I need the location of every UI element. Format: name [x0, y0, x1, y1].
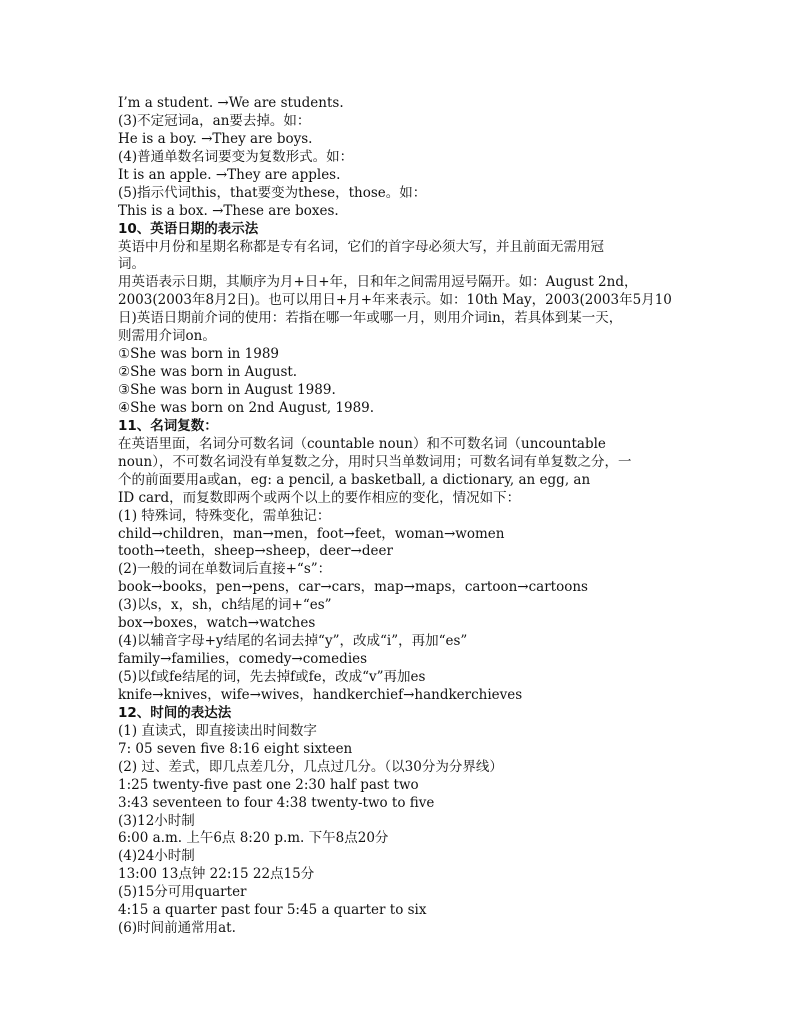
text-line: (5)以f或fe结尾的词，先去掉f或fe，改成“v”再加es: [118, 669, 426, 685]
text-line: This is a box. →These are boxes.: [118, 202, 339, 219]
example-line: tooth→teeth，sheep→sheep，deer→deer: [118, 543, 393, 560]
example-line: child→children，man→men，foot→feet，woman→women: [118, 525, 505, 542]
example-line: ②She was born in August.: [118, 364, 298, 381]
example-line: 13:00 13点钟 22:15 22点15分: [118, 866, 315, 883]
text-line: (2)一般的词在单数词后直接+“s”：: [118, 561, 332, 578]
example-line: book→books，pen→pens，car→cars，map→maps，cartoon→cartoons: [118, 579, 588, 596]
example-line: ④She was born on 2nd August, 1989.: [118, 399, 375, 416]
text-line: (6)时间前通常用at.: [118, 920, 236, 937]
example-line: knife→knives，wife→wives，handkerchief→handkerchieves: [118, 686, 523, 703]
section-heading-dates: 10、英语日期的表示法: [118, 220, 259, 237]
text-line: (1) 直读式，即直接读出时间数字: [118, 722, 317, 739]
text-line: 则需用介词on。: [118, 328, 216, 345]
text-line: It is an apple. →They are apples.: [118, 166, 341, 183]
text-line: (4)普通单数名词要变为复数形式。如：: [118, 148, 354, 165]
section-heading-plurals: 11、名词复数：: [118, 417, 218, 434]
text-line: (1) 特殊词，特殊变化，需单独记：: [118, 507, 331, 524]
example-line: box→boxes，watch→watches: [118, 615, 316, 632]
text-line: 2003(2003年8月2日)。也可以用日+月+年来表示。如：10th May，2003(2003年5月10: [118, 292, 672, 309]
text-line: (5)15分可用quarter: [118, 884, 247, 901]
example-line: 4:15 a quarter past four 5:45 a quarter to six: [118, 902, 427, 919]
document-body: [118, 95, 688, 938]
text-line: (5)指示代词this，that要变为these，those。如：: [118, 184, 427, 201]
text-line: (3)12小时制: [118, 812, 195, 829]
section-heading-time: 12、时间的表达法: [118, 704, 232, 721]
text-line: (3)以s，x，sh，ch结尾的词+“es”: [118, 597, 332, 614]
example-line: ③She was born in August 1989.: [118, 382, 336, 398]
text-line: I’m a student. →We are students.: [118, 95, 344, 111]
example-line: 7: 05 seven five 8:16 eight sixteen: [118, 740, 353, 757]
text-line: (4)24小时制: [118, 848, 195, 865]
text-line: (3)不定冠词a，an要去掉。如：: [118, 112, 311, 129]
text-line: He is a boy. →They are boys.: [118, 130, 313, 147]
example-line: ①She was born in 1989: [118, 346, 280, 363]
text-line: 英语中月份和星期名称都是专有名词，它们的首字母必须大写，并且前面无需用冠: [118, 238, 604, 255]
text-line: 在英语里面，名词分可数名词（countable noun）和不可数名词（uncountable: [118, 435, 606, 452]
text-line: 日)英语日期前介词的使用：若指在哪一年或哪一月，则用介词in，若具体到某一天，: [118, 310, 623, 327]
text-line: (4)以辅音字母+y结尾的名词去掉“y”，改成“i”，再加“es”: [118, 633, 468, 650]
example-line: family→families，comedy→comedies: [118, 651, 368, 668]
example-line: 6:00 a.m. 上午6点 8:20 p.m. 下午8点20分: [118, 830, 389, 847]
example-line: 3:43 seventeen to four 4:38 twenty-two to five: [118, 794, 435, 811]
text-line: ID card，而复数即两个或两个以上的要作相应的变化，情况如下：: [118, 489, 521, 506]
example-line: 1:25 twenty-five past one 2:30 half past two: [118, 776, 419, 793]
text-line: 用英语表示日期，其顺序为月+日+年，日和年之间需用逗号隔开。如：August 2nd，: [118, 274, 638, 291]
text-line: 词。: [118, 256, 145, 273]
text-line: (2) 过、差式，即几点差几分，几点过几分。（以30分为分界线）: [118, 758, 503, 775]
text-line: 个的前面要用a或an，eg: a pencil, a basketball, a dictionary, an egg, an: [118, 471, 591, 488]
text-line: noun），不可数名词没有单复数之分，用时只当单数词用；可数名词有单复数之分，一: [118, 453, 632, 470]
